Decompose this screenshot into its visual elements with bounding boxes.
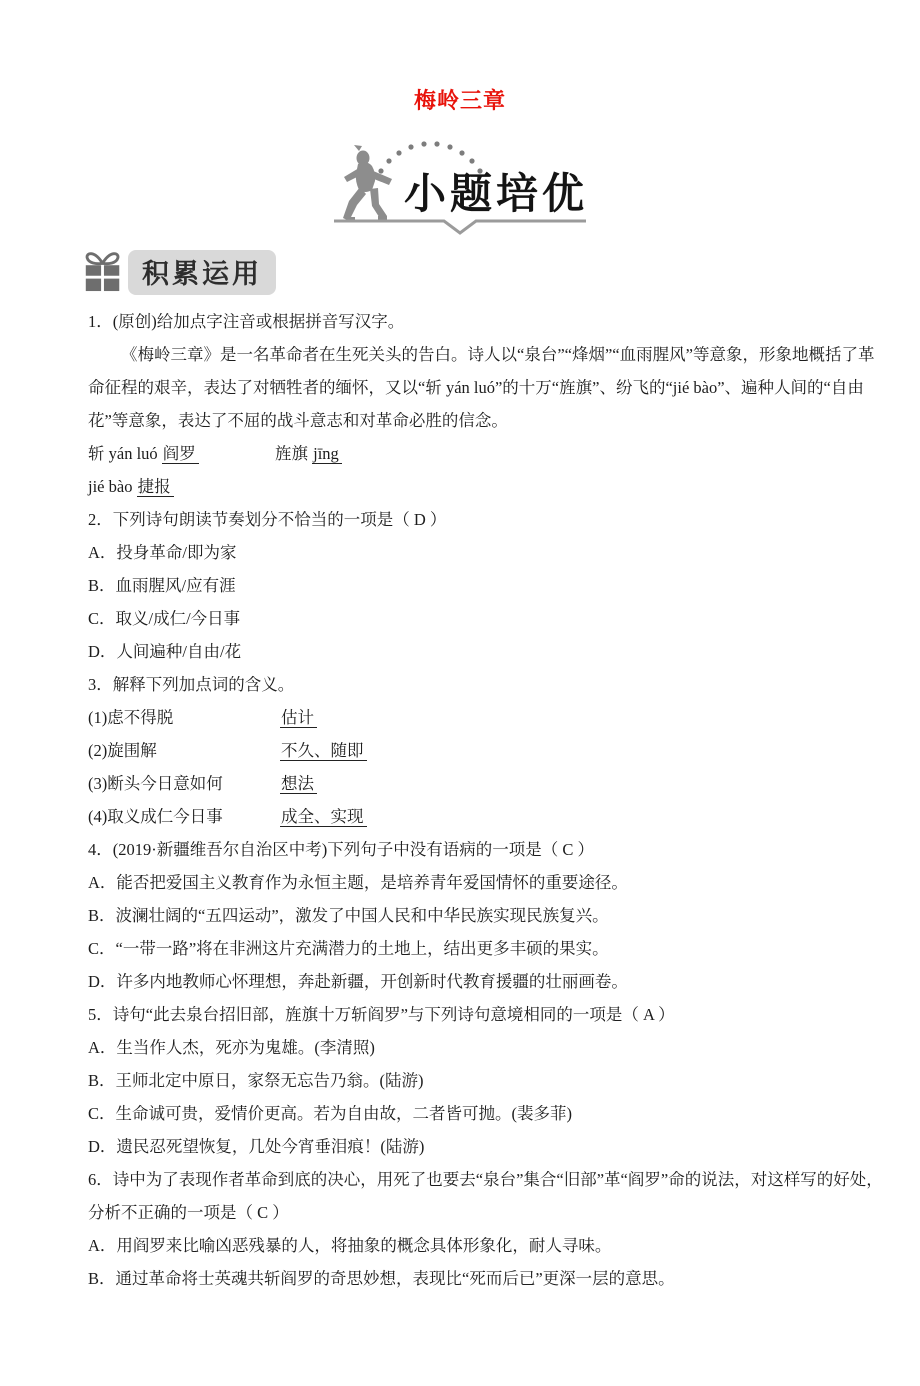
kungfu-figure-icon [343,145,392,222]
q3-item-3-answer: 想法 [280,774,317,794]
q6-stem: 6．诗中为了表现作者革命到底的决心，用死了也要去“泉台”集合“旧部”革“阎罗”命的说法，对这样写的好处，分析不正确的一项是（ C ） [88,1170,883,1222]
q1-blank-row-1 [88,437,888,470]
banner-logo-text: 小题培优 [404,170,589,217]
q3-item-1 [88,701,888,734]
q5-option-b: B．王师北定中原日，家祭无忘告乃翁。(陆游) [88,1071,424,1090]
q3-item-3-phrase: (3)断头今日意如何 [88,774,223,793]
q3-item-2-phrase: (2)旋围解 [88,741,157,760]
section-header [84,249,920,295]
page-title: 梅岭三章 [413,88,506,113]
q1-blank3-answer: 捷报 [137,477,174,497]
q3-item-4 [88,800,888,833]
q6-option-b: B．通过革命将士英魂共斩阎罗的奇思妙想，表现比“死而后已”更深一层的意思。 [88,1269,675,1288]
q1-blank-pair-1 [88,437,275,470]
q5-option-a: A．生当作人杰，死亦为鬼雄。(李清照) [88,1038,375,1057]
q1-blank1-answer: 阎罗 [162,444,199,464]
q2-option-a: A．投身革命/即为家 [88,543,237,562]
q5-stem: 5．诗句“此去泉台招旧部，旌旗十万斩阎罗”与下列诗句意境相同的一项是（ A ） [88,1005,675,1024]
gift-icon [84,248,122,297]
q1-stem: 1．(原创)给加点字注音或根据拼音写汉字。 [88,312,405,331]
q3-item-2-answer: 不久、随即 [280,741,367,761]
q3-item-4-answer: 成全、实现 [280,807,367,827]
q1-blank2-answer: jīng [312,444,342,464]
q3-item-1-answer: 估计 [280,708,317,728]
q3-item-1-phrase: (1)虑不得脱 [88,708,174,727]
q6-option-a: A．用阎罗来比喻凶恶残暴的人，将抽象的概念具体形象化，耐人寻味。 [88,1236,612,1255]
q5-option-c: C．生命诚可贵，爱情价更高。若为自由故，二者皆可抛。(裴多菲) [88,1104,572,1123]
banner-logo [332,129,588,235]
q4-option-c: C．“一带一路”将在非洲这片充满潜力的土地上，结出更多丰硕的果实。 [88,939,609,958]
q3-stem: 3．解释下列加点词的含义。 [88,675,295,694]
q4-option-b: B．波澜壮阔的“五四运动”，激发了中国人民和中华民族实现民族复兴。 [88,906,609,925]
q3-item-2 [88,734,888,767]
q3-item-4-phrase: (4)取义成仁今日事 [88,807,223,826]
q1-blank2-prompt: 旌旗 [275,444,313,463]
q4-option-d: D．许多内地教师心怀理想，奔赴新疆，开创新时代教育援疆的壮丽画卷。 [88,972,628,991]
q2-stem: 2．下列诗句朗读节奏划分不恰当的一项是（ D ） [88,510,447,529]
q5-option-d: D．遗民忍死望恢复，几处今宵垂泪痕！(陆游) [88,1137,425,1156]
q1-blank3-prompt: jié bào [88,477,137,496]
q4-stem: 4．(2019·新疆维吾尔自治区中考)下列句子中没有语病的一项是（ C ） [88,840,594,859]
q1-passage: 《梅岭三章》是一名革命者在生死关头的告白。诗人以“泉台”“烽烟”“血雨腥风”等意象，形象地概括了革命征程的艰辛，表达了对牺牲者的缅怀，又以“斩 yán luó”的十万“旌旗”、纷飞的“jié bào”、遍种人间的“自由花”等意象，表达了不屈的战斗意志和对革命必胜的信念。 [88,345,875,430]
q3-item-3 [88,767,888,800]
q2-option-d: D．人间遍种/自由/花 [88,642,242,661]
book-baseline [334,221,586,233]
q4-option-a: A．能否把爱国主义教育作为永恒主题，是培养青年爱国情怀的重要途径。 [88,873,628,892]
q1-blank-pair-2 [275,444,342,464]
worksheet-body [88,305,888,1295]
q2-option-b: B．血雨腥风/应有涯 [88,576,236,595]
q1-blank-row-2 [88,470,888,503]
section-header-label: 积累运用 [128,250,276,295]
q2-option-c: C．取义/成仁/今日事 [88,609,241,628]
q1-blank1-prompt: 斩 yán luó [88,444,162,463]
